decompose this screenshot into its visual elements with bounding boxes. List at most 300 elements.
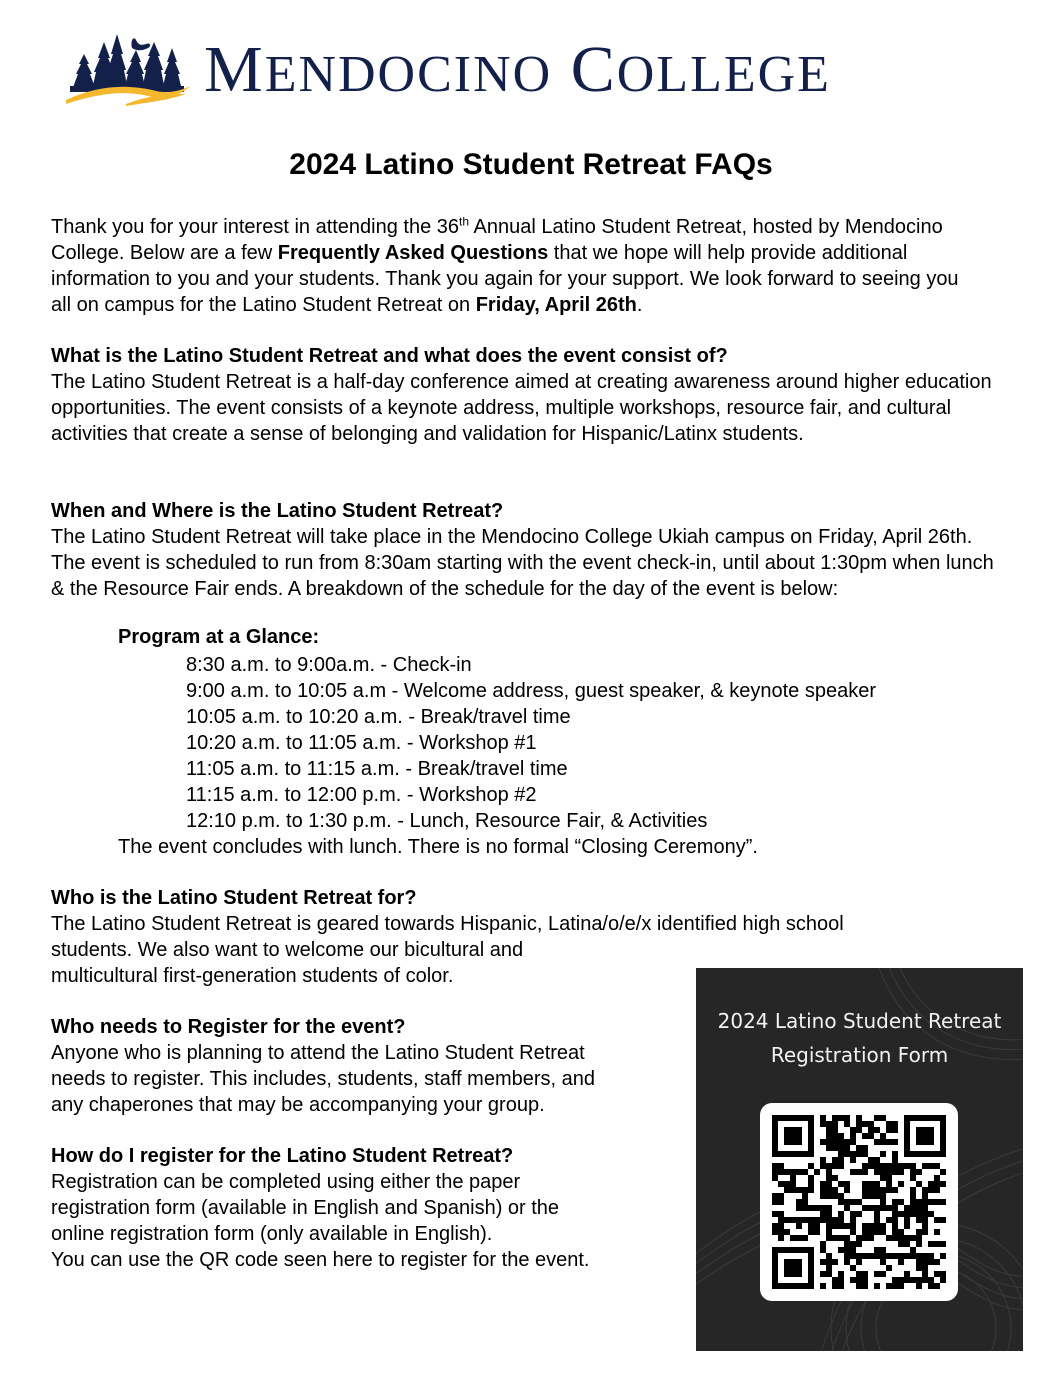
qr-module [934, 1199, 940, 1205]
qr-module [916, 1265, 922, 1271]
qr-module [772, 1193, 778, 1199]
qr-module [820, 1241, 826, 1247]
qr-module [862, 1271, 868, 1277]
qr-module [850, 1133, 856, 1139]
qr-module [826, 1175, 832, 1181]
qr-module [826, 1253, 832, 1259]
qr-module [868, 1133, 874, 1139]
qr-module [796, 1169, 802, 1175]
qr-module [862, 1151, 868, 1157]
qr-module [784, 1187, 790, 1193]
qr-module [844, 1187, 850, 1193]
qr-module [808, 1163, 814, 1169]
schedule-item: 12:10 p.m. to 1:30 p.m. - Lunch, Resource Fair, & Activities [186, 810, 708, 832]
qr-module [862, 1181, 868, 1187]
qr-module [922, 1193, 928, 1199]
faq-answer: The Latino Student Retreat is a half-day conference aimed at creating awareness around higher education opportunities. The event consists of a keynote address, multiple workshops, resource fair, and cultural activities that create a sense of belonging and validation for Hispanic/Latinx students. [51, 371, 992, 445]
qr-module [814, 1229, 820, 1235]
registration-qr-card[interactable] [696, 968, 1023, 1351]
qr-module [838, 1145, 844, 1151]
qr-module [922, 1199, 928, 1205]
qr-module [922, 1265, 928, 1271]
qr-module [808, 1217, 814, 1223]
qr-module [880, 1223, 886, 1229]
qr-module [910, 1163, 916, 1169]
qr-module [874, 1187, 880, 1193]
qr-module [874, 1181, 880, 1187]
qr-module [826, 1121, 832, 1127]
faq-answer-line: needs to register. This includes, students, staff members, and [51, 1068, 595, 1090]
qr-module [934, 1259, 940, 1265]
qr-code-icon[interactable] [772, 1115, 946, 1289]
qr-module [922, 1253, 928, 1259]
qr-module [826, 1163, 832, 1169]
qr-module [826, 1127, 832, 1133]
qr-module [886, 1127, 892, 1133]
qr-module [862, 1187, 868, 1193]
qr-module [778, 1181, 784, 1187]
qr-module [838, 1193, 844, 1199]
qr-module [772, 1163, 778, 1169]
qr-module [772, 1175, 778, 1181]
qr-module [826, 1235, 832, 1241]
qr-module [886, 1253, 892, 1259]
faq-item [51, 1143, 590, 1273]
qr-module [904, 1211, 910, 1217]
qr-module [892, 1121, 898, 1127]
qr-module [838, 1181, 844, 1187]
qr-module [874, 1205, 880, 1211]
program-schedule-list [186, 652, 876, 834]
qr-module [928, 1187, 934, 1193]
qr-module [916, 1241, 922, 1247]
qr-module [856, 1283, 862, 1289]
qr-module [886, 1163, 892, 1169]
qr-module [868, 1253, 874, 1259]
qr-module [820, 1247, 826, 1253]
qr-module [934, 1187, 940, 1193]
qr-module [898, 1253, 904, 1259]
qr-module [874, 1157, 880, 1163]
qr-module [856, 1241, 862, 1247]
qr-module [784, 1217, 790, 1223]
qr-module [838, 1133, 844, 1139]
qr-module [886, 1283, 892, 1289]
qr-module [826, 1259, 832, 1265]
qr-module [832, 1283, 838, 1289]
qr-module [874, 1163, 880, 1169]
qr-module [874, 1223, 880, 1229]
qr-module [904, 1217, 910, 1223]
qr-module [862, 1205, 868, 1211]
qr-module [802, 1199, 808, 1205]
qr-module [820, 1271, 826, 1277]
qr-module [862, 1283, 868, 1289]
qr-module [850, 1247, 856, 1253]
qr-module [838, 1235, 844, 1241]
qr-module [826, 1181, 832, 1187]
qr-module [892, 1277, 898, 1283]
qr-module [904, 1223, 910, 1229]
qr-module [850, 1265, 856, 1271]
qr-module [856, 1271, 862, 1277]
faq-question: When and Where is the Latino Student Retreat? [51, 500, 504, 522]
qr-module [844, 1205, 850, 1211]
qr-module [874, 1283, 880, 1289]
qr-module [808, 1187, 814, 1193]
qr-module [778, 1223, 784, 1229]
qr-module [892, 1187, 898, 1193]
qr-module [838, 1139, 844, 1145]
qr-module [790, 1187, 796, 1193]
qr-module [850, 1199, 856, 1205]
qr-module [874, 1193, 880, 1199]
qr-module [796, 1205, 802, 1211]
qr-card-title: 2024 Latino Student Retreat Registration Form [717, 1009, 1002, 1067]
qr-module [826, 1211, 832, 1217]
qr-module [832, 1175, 838, 1181]
qr-module [898, 1181, 904, 1187]
qr-module [844, 1121, 850, 1127]
faq-answer: The Latino Student Retreat will take place in the Mendocino College Ukiah campus on Friday, April 26th. The event is scheduled to run from 8:30am starting with the event check-in, until about 1:30pm when lunch & the Resource Fair ends. A breakdown of the schedule for the day of the event is below: [51, 526, 994, 600]
qr-module [880, 1169, 886, 1175]
qr-module [928, 1259, 934, 1265]
qr-module [790, 1175, 796, 1181]
qr-module [844, 1247, 850, 1253]
qr-module [838, 1163, 844, 1169]
qr-module [886, 1139, 892, 1145]
qr-module [850, 1169, 856, 1175]
qr-module [940, 1271, 946, 1277]
qr-module [892, 1211, 898, 1217]
schedule-item: 10:05 a.m. to 10:20 a.m. - Break/travel time [186, 706, 571, 728]
qr-module [838, 1277, 844, 1283]
qr-module [880, 1259, 886, 1265]
qr-module [772, 1169, 778, 1175]
qr-module [916, 1235, 922, 1241]
qr-module [850, 1217, 856, 1223]
qr-module [916, 1259, 922, 1265]
qr-module [832, 1115, 838, 1121]
qr-module [934, 1181, 940, 1187]
qr-module [772, 1199, 778, 1205]
qr-code-frame[interactable] [760, 1103, 958, 1301]
program-heading: Program at a Glance: [118, 626, 320, 648]
qr-module [922, 1211, 928, 1217]
qr-module [910, 1199, 916, 1205]
qr-module [778, 1163, 784, 1169]
qr-module [916, 1199, 922, 1205]
qr-module [874, 1271, 880, 1277]
qr-module [808, 1205, 814, 1211]
qr-module [868, 1223, 874, 1229]
qr-module [862, 1169, 868, 1175]
qr-module [928, 1181, 934, 1187]
qr-module [772, 1229, 778, 1235]
qr-module [898, 1259, 904, 1265]
qr-module [940, 1199, 946, 1205]
qr-module [880, 1193, 886, 1199]
qr-module [838, 1283, 844, 1289]
qr-module [832, 1193, 838, 1199]
qr-module [784, 1169, 790, 1175]
qr-module [868, 1193, 874, 1199]
qr-module [844, 1241, 850, 1247]
qr-module [820, 1115, 826, 1121]
qr-module [820, 1259, 826, 1265]
qr-module [790, 1235, 796, 1241]
qr-module [928, 1211, 934, 1217]
qr-module [910, 1169, 916, 1175]
qr-module [874, 1229, 880, 1235]
qr-module [862, 1163, 868, 1169]
qr-module [886, 1217, 892, 1223]
qr-module [862, 1229, 868, 1235]
qr-module [892, 1169, 898, 1175]
qr-module [922, 1223, 928, 1229]
qr-module [904, 1241, 910, 1247]
qr-module [868, 1127, 874, 1133]
qr-module [832, 1259, 838, 1265]
qr-module [844, 1139, 850, 1145]
qr-module [910, 1193, 916, 1199]
qr-module [790, 1169, 796, 1175]
qr-module [922, 1163, 928, 1169]
qr-module [898, 1241, 904, 1247]
qr-module [820, 1193, 826, 1199]
qr-module [928, 1199, 934, 1205]
schedule-item: 8:30 a.m. to 9:00a.m. - Check-in [186, 654, 472, 676]
qr-module [910, 1205, 916, 1211]
qr-module [910, 1187, 916, 1193]
qr-module [814, 1217, 820, 1223]
qr-module [838, 1115, 844, 1121]
qr-module [898, 1199, 904, 1205]
qr-module [844, 1235, 850, 1241]
qr-module [814, 1169, 820, 1175]
qr-module [862, 1133, 868, 1139]
intro-paragraph: Thank you for your interest in attending the 36th Annual Latino Student Retreat, hosted by Mendocino College. Below are a few Frequently Asked Questions that we hope will help provide additional information to you and your students. Thank you again for your support. We look forward to seeing you all on campus for the Latino Student Retreat on Friday, April 26th. [51, 214, 959, 316]
faq-answer-line: Anyone who is planning to attend the Latino Student Retreat [51, 1042, 585, 1064]
qr-module [832, 1235, 838, 1241]
faq-answer-line: online registration form (only available in English). [51, 1223, 493, 1245]
qr-module [868, 1121, 874, 1127]
qr-module [832, 1133, 838, 1139]
qr-module [856, 1253, 862, 1259]
qr-module [934, 1217, 940, 1223]
qr-module [826, 1187, 832, 1193]
qr-module [916, 1253, 922, 1259]
qr-module [886, 1121, 892, 1127]
qr-module [814, 1223, 820, 1229]
qr-module [916, 1283, 922, 1289]
qr-module [910, 1247, 916, 1253]
qr-module [778, 1199, 784, 1205]
qr-module [892, 1127, 898, 1133]
qr-module [802, 1187, 808, 1193]
qr-module [844, 1181, 850, 1187]
qr-finder-center [784, 1127, 802, 1145]
qr-module [868, 1163, 874, 1169]
qr-module [892, 1139, 898, 1145]
schedule-item: 11:15 a.m. to 12:00 p.m. - Workshop #2 [186, 784, 537, 806]
qr-module [820, 1205, 826, 1211]
logo-wordmark: MENDOCINO COLLEGE [204, 33, 831, 106]
faq-answer-line: students. We also want to welcome our bicultural and [51, 939, 524, 961]
qr-module [940, 1277, 946, 1283]
qr-module [880, 1253, 886, 1259]
qr-module [802, 1193, 808, 1199]
qr-module [904, 1277, 910, 1283]
qr-module [850, 1277, 856, 1283]
qr-module [838, 1199, 844, 1205]
qr-module [832, 1187, 838, 1193]
faq-answer-line: multicultural first-generation students of color. [51, 965, 454, 987]
qr-module [862, 1223, 868, 1229]
qr-module [820, 1211, 826, 1217]
qr-module [934, 1271, 940, 1277]
qr-module [790, 1181, 796, 1187]
qr-module [772, 1223, 778, 1229]
qr-module [874, 1127, 880, 1133]
qr-module [904, 1271, 910, 1277]
trees-and-wave-icon [66, 28, 190, 108]
qr-module [844, 1115, 850, 1121]
qr-module [832, 1139, 838, 1145]
faq-answer-line: registration form (available in English and Spanish) or the [51, 1197, 560, 1219]
qr-module [850, 1157, 856, 1163]
qr-module [856, 1115, 862, 1121]
qr-module [868, 1205, 874, 1211]
qr-module [910, 1175, 916, 1181]
qr-module [796, 1199, 802, 1205]
qr-module [862, 1277, 868, 1283]
qr-module [856, 1235, 862, 1241]
qr-module [808, 1181, 814, 1187]
qr-module [880, 1115, 886, 1121]
qr-module [862, 1145, 868, 1151]
qr-module [880, 1199, 886, 1205]
qr-module [826, 1265, 832, 1271]
qr-module [862, 1253, 868, 1259]
qr-module [844, 1151, 850, 1157]
qr-module [778, 1193, 784, 1199]
qr-module [892, 1199, 898, 1205]
qr-module [898, 1283, 904, 1289]
qr-module [940, 1181, 946, 1187]
qr-module [916, 1205, 922, 1211]
qr-module [892, 1163, 898, 1169]
qr-module [934, 1175, 940, 1181]
qr-module [880, 1271, 886, 1277]
qr-module [820, 1187, 826, 1193]
qr-module [892, 1253, 898, 1259]
qr-module [886, 1235, 892, 1241]
qr-module [778, 1235, 784, 1241]
qr-module [874, 1253, 880, 1259]
qr-module [826, 1229, 832, 1235]
qr-module [940, 1169, 946, 1175]
qr-module [820, 1217, 826, 1223]
qr-module [874, 1217, 880, 1223]
qr-module [826, 1139, 832, 1145]
qr-module [832, 1157, 838, 1163]
qr-module [880, 1247, 886, 1253]
qr-module [796, 1217, 802, 1223]
qr-module [904, 1253, 910, 1259]
qr-module [904, 1163, 910, 1169]
qr-module [868, 1181, 874, 1187]
qr-module [880, 1187, 886, 1193]
qr-module [934, 1241, 940, 1247]
qr-module [790, 1217, 796, 1223]
qr-module [802, 1205, 808, 1211]
qr-module [856, 1151, 862, 1157]
qr-module [856, 1127, 862, 1133]
schedule-item: 9:00 a.m. to 10:05 a.m - Welcome address, guest speaker, & keynote speaker [186, 680, 876, 702]
qr-module [874, 1211, 880, 1217]
qr-module [892, 1283, 898, 1289]
faq-item [51, 1014, 595, 1118]
qr-module [832, 1145, 838, 1151]
mendocino-college-logo [66, 28, 986, 108]
qr-module [826, 1217, 832, 1223]
qr-module [802, 1235, 808, 1241]
qr-module [844, 1253, 850, 1259]
qr-module [898, 1163, 904, 1169]
qr-module [922, 1205, 928, 1211]
qr-module [868, 1157, 874, 1163]
qr-module [886, 1181, 892, 1187]
qr-module [796, 1187, 802, 1193]
qr-module [856, 1277, 862, 1283]
qr-module [826, 1193, 832, 1199]
qr-module [892, 1151, 898, 1157]
qr-module [868, 1187, 874, 1193]
page-title: 2024 Latino Student Retreat FAQs [289, 148, 773, 181]
qr-module [850, 1151, 856, 1157]
qr-module [850, 1229, 856, 1235]
qr-module [904, 1205, 910, 1211]
schedule-item: 11:05 a.m. to 11:15 a.m. - Break/travel time [186, 758, 568, 780]
qr-module [868, 1235, 874, 1241]
qr-module [886, 1169, 892, 1175]
qr-module [826, 1133, 832, 1139]
qr-module [784, 1229, 790, 1235]
qr-module [898, 1229, 904, 1235]
qr-module [838, 1157, 844, 1163]
qr-module [892, 1217, 898, 1223]
qr-module [928, 1163, 934, 1169]
qr-module [916, 1181, 922, 1187]
faq-item [51, 498, 1011, 602]
qr-module [808, 1223, 814, 1229]
qr-module [826, 1145, 832, 1151]
qr-module [862, 1121, 868, 1127]
qr-module [892, 1229, 898, 1235]
qr-module [880, 1133, 886, 1139]
qr-module [832, 1127, 838, 1133]
qr-module [916, 1169, 922, 1175]
qr-module [874, 1247, 880, 1253]
qr-module [922, 1187, 928, 1193]
qr-module [910, 1277, 916, 1283]
qr-module [838, 1271, 844, 1277]
qr-module [784, 1181, 790, 1187]
qr-module [850, 1253, 856, 1259]
qr-module [850, 1211, 856, 1217]
qr-module [796, 1223, 802, 1229]
